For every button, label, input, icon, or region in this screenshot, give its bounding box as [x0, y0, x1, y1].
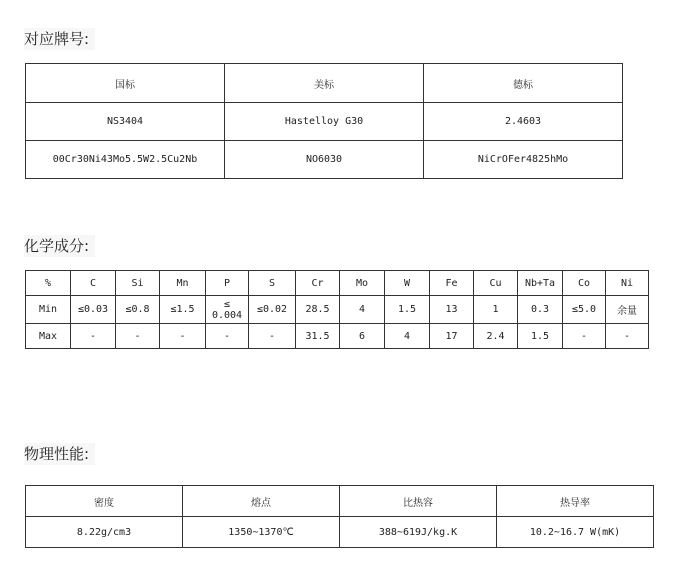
p-min-symbol: ≤	[223, 298, 231, 310]
table-header-row	[26, 64, 623, 103]
table-cell-p-min	[206, 296, 249, 324]
table-cell: -	[249, 324, 296, 349]
header-cell: S	[249, 271, 296, 296]
table-cell: 8.22g/cm3	[26, 517, 183, 548]
table-header-row	[26, 486, 654, 517]
header-cell: Mn	[160, 271, 206, 296]
table-cell: 388~619J/kg.K	[340, 517, 497, 548]
header-cell: Ni	[606, 271, 649, 296]
table-row	[26, 517, 654, 548]
grades-heading: 对应牌号:	[24, 28, 95, 50]
header-cell: Cr	[296, 271, 340, 296]
table-cell: 1350~1370℃	[183, 517, 340, 548]
table-cell: 6	[340, 324, 385, 349]
table-cell: -	[563, 324, 606, 349]
header-cell-specific-heat: 比热容	[340, 486, 497, 517]
table-cell: 2.4	[474, 324, 518, 349]
composition-table	[25, 270, 649, 349]
table-cell: -	[116, 324, 160, 349]
physical-heading: 物理性能:	[24, 443, 95, 465]
table-header-row	[26, 271, 649, 296]
header-cell: Co	[563, 271, 606, 296]
table-cell: 1.5	[518, 324, 563, 349]
header-cell: Nb+Ta	[518, 271, 563, 296]
table-row	[26, 103, 623, 141]
table-cell: ≤0.02	[249, 296, 296, 324]
header-cell: P	[206, 271, 249, 296]
table-cell: 1.5	[385, 296, 430, 324]
composition-heading: 化学成分:	[24, 235, 95, 257]
table-cell: ≤0.8	[116, 296, 160, 324]
table-cell: 13	[430, 296, 474, 324]
header-cell: %	[26, 271, 71, 296]
row-label: Max	[26, 324, 71, 349]
header-cell: Mo	[340, 271, 385, 296]
table-cell: NiCrOFer4825hMo	[424, 141, 623, 179]
table-cell: 4	[385, 324, 430, 349]
table-cell: -	[206, 324, 249, 349]
header-cell: Si	[116, 271, 160, 296]
table-cell: 17	[430, 324, 474, 349]
header-cell: Fe	[430, 271, 474, 296]
table-cell: NO6030	[225, 141, 424, 179]
table-cell: 余量	[606, 296, 649, 324]
p-min-value: 0.004	[211, 309, 243, 321]
table-cell: Hastelloy G30	[225, 103, 424, 141]
grades-table	[25, 63, 623, 179]
table-cell: 1	[474, 296, 518, 324]
header-cell-gb: 国标	[26, 64, 225, 103]
table-cell: 10.2~16.7 W(mK)	[497, 517, 654, 548]
header-cell: Cu	[474, 271, 518, 296]
table-cell: 4	[340, 296, 385, 324]
physical-table	[25, 485, 654, 548]
table-row-min	[26, 296, 649, 324]
table-cell: ≤5.0	[563, 296, 606, 324]
table-cell: -	[606, 324, 649, 349]
table-row-max	[26, 324, 649, 349]
header-cell-density: 密度	[26, 486, 183, 517]
table-cell: 2.4603	[424, 103, 623, 141]
header-cell: W	[385, 271, 430, 296]
table-cell: NS3404	[26, 103, 225, 141]
table-row	[26, 141, 623, 179]
header-cell: C	[71, 271, 116, 296]
table-cell: ≤0.03	[71, 296, 116, 324]
header-cell-melting-point: 熔点	[183, 486, 340, 517]
table-cell: -	[71, 324, 116, 349]
row-label: Min	[26, 296, 71, 324]
table-cell: 00Cr30Ni43Mo5.5W2.5Cu2Nb	[26, 141, 225, 179]
table-cell: 0.3	[518, 296, 563, 324]
header-cell-us: 美标	[225, 64, 424, 103]
table-cell: 28.5	[296, 296, 340, 324]
table-cell: -	[160, 324, 206, 349]
header-cell-thermal-conductivity: 热导率	[497, 486, 654, 517]
header-cell-de: 德标	[424, 64, 623, 103]
table-cell: ≤1.5	[160, 296, 206, 324]
table-cell: 31.5	[296, 324, 340, 349]
